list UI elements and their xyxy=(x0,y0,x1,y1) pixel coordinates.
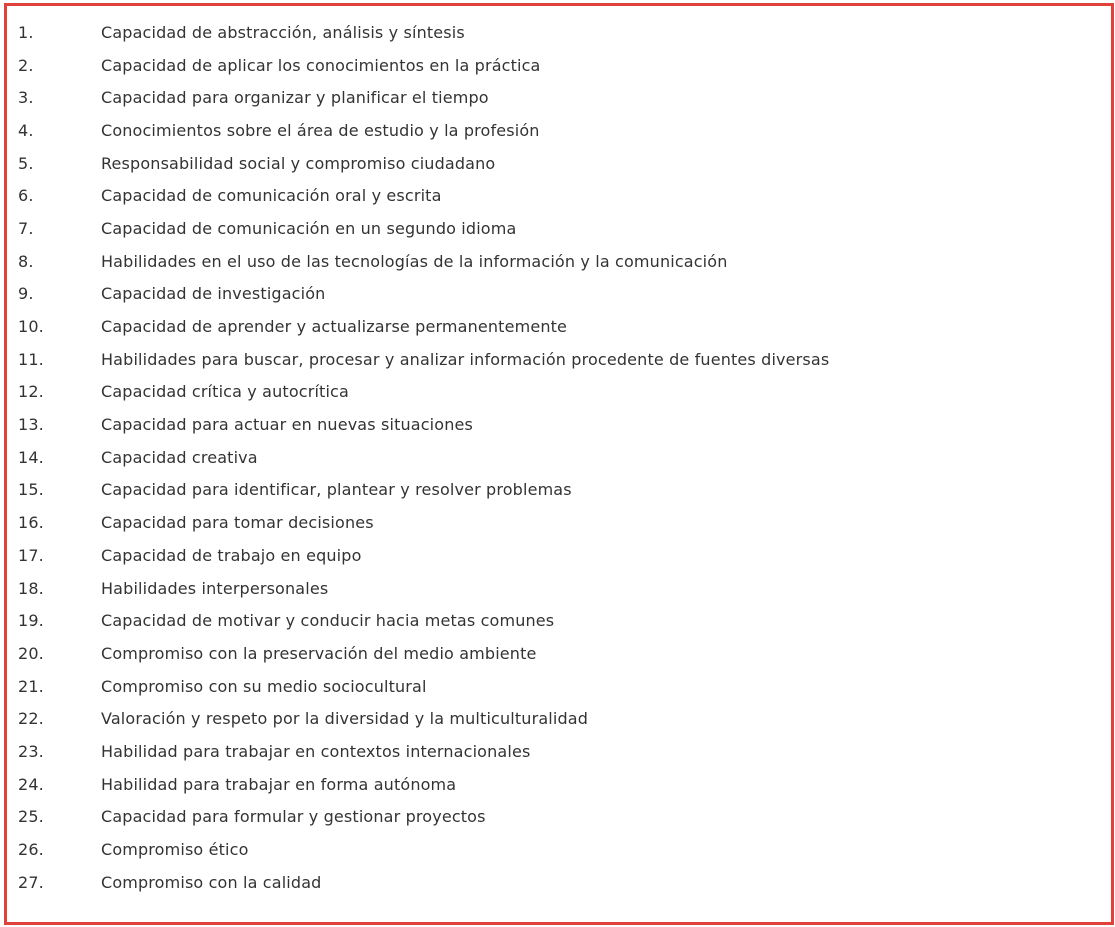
list-item xyxy=(7,768,829,801)
competencies-list xyxy=(7,16,829,899)
item-number: 22. xyxy=(18,709,44,729)
list-item xyxy=(7,539,829,572)
highlight-frame xyxy=(4,3,1114,925)
item-number: 11. xyxy=(18,349,44,369)
list-item xyxy=(7,735,829,768)
item-text: Valoración y respeto por la diversidad y la multiculturalidad xyxy=(101,709,589,729)
list-item xyxy=(7,81,829,114)
item-text: Capacidad para tomar decisiones xyxy=(101,513,374,533)
list-item xyxy=(7,833,829,866)
item-text: Capacidad para formular y gestionar proyectos xyxy=(101,807,486,827)
item-number: 24. xyxy=(18,774,44,794)
list-item xyxy=(7,637,829,670)
item-number: 17. xyxy=(18,545,44,565)
list-item xyxy=(7,604,829,637)
item-text: Habilidades para buscar, procesar y analizar información procedente de fuentes diversas xyxy=(101,349,830,369)
list-item xyxy=(7,376,829,409)
item-text: Habilidades en el uso de las tecnologías de la información y la comunicación xyxy=(101,251,728,271)
list-item xyxy=(7,408,829,441)
item-number: 13. xyxy=(18,415,44,435)
item-number: 20. xyxy=(18,643,44,663)
list-item xyxy=(7,147,829,180)
list-item xyxy=(7,16,829,49)
item-number: 27. xyxy=(18,872,44,892)
item-text: Conocimientos sobre el área de estudio y la profesión xyxy=(101,120,540,140)
list-item xyxy=(7,179,829,212)
item-number: 16. xyxy=(18,513,44,533)
item-text: Capacidad para organizar y planificar el tiempo xyxy=(101,88,489,108)
item-number: 14. xyxy=(18,447,44,467)
item-text: Capacidad de trabajo en equipo xyxy=(101,545,362,565)
list-item xyxy=(7,474,829,507)
list-item xyxy=(7,441,829,474)
list-item xyxy=(7,278,829,311)
list-item xyxy=(7,572,829,605)
list-item xyxy=(7,212,829,245)
item-number: 10. xyxy=(18,317,44,337)
item-text: Capacidad de abstracción, análisis y síntesis xyxy=(101,22,465,42)
item-number: 7. xyxy=(18,218,34,238)
list-item xyxy=(7,310,829,343)
item-number: 2. xyxy=(18,55,34,75)
item-number: 25. xyxy=(18,807,44,827)
item-number: 19. xyxy=(18,611,44,631)
item-number: 15. xyxy=(18,480,44,500)
item-text: Habilidades interpersonales xyxy=(101,578,329,598)
item-number: 21. xyxy=(18,676,44,696)
item-text: Capacidad crítica y autocrítica xyxy=(101,382,349,402)
item-number: 18. xyxy=(18,578,44,598)
list-item xyxy=(7,343,829,376)
list-item xyxy=(7,245,829,278)
item-text: Capacidad de aplicar los conocimientos en la práctica xyxy=(101,55,541,75)
list-item xyxy=(7,866,829,899)
item-number: 3. xyxy=(18,88,34,108)
list-item xyxy=(7,801,829,834)
list-item xyxy=(7,114,829,147)
list-item xyxy=(7,49,829,82)
item-number: 26. xyxy=(18,840,44,860)
list-item xyxy=(7,670,829,703)
item-text: Compromiso con su medio sociocultural xyxy=(101,676,427,696)
item-number: 4. xyxy=(18,120,34,140)
item-text: Capacidad de investigación xyxy=(101,284,326,304)
item-text: Capacidad de comunicación oral y escrita xyxy=(101,186,442,206)
item-number: 23. xyxy=(18,741,44,761)
item-number: 1. xyxy=(18,22,34,42)
item-text: Capacidad creativa xyxy=(101,447,258,467)
item-number: 6. xyxy=(18,186,34,206)
list-item xyxy=(7,506,829,539)
item-number: 5. xyxy=(18,153,34,173)
item-text: Compromiso con la calidad xyxy=(101,872,322,892)
item-text: Capacidad de aprender y actualizarse permanentemente xyxy=(101,317,568,337)
list-item xyxy=(7,702,829,735)
item-text: Capacidad para identificar, plantear y resolver problemas xyxy=(101,480,572,500)
item-text: Compromiso ético xyxy=(101,840,249,860)
item-text: Compromiso con la preservación del medio ambiente xyxy=(101,643,537,663)
item-text: Capacidad de motivar y conducir hacia metas comunes xyxy=(101,611,555,631)
item-number: 9. xyxy=(18,284,34,304)
item-text: Capacidad para actuar en nuevas situaciones xyxy=(101,415,473,435)
item-number: 8. xyxy=(18,251,34,271)
item-text: Habilidad para trabajar en forma autónoma xyxy=(101,774,457,794)
item-text: Habilidad para trabajar en contextos internacionales xyxy=(101,741,531,761)
item-text: Capacidad de comunicación en un segundo idioma xyxy=(101,218,517,238)
item-number: 12. xyxy=(18,382,44,402)
item-text: Responsabilidad social y compromiso ciudadano xyxy=(101,153,496,173)
